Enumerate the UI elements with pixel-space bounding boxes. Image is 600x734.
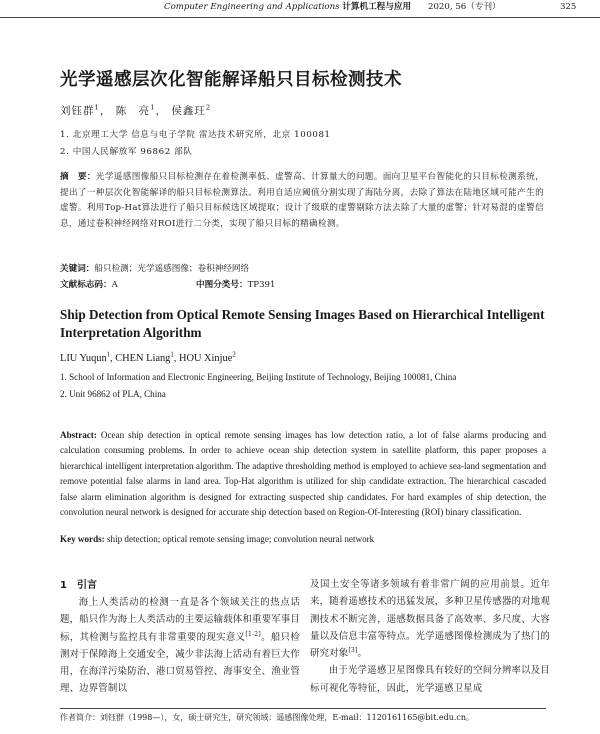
title-chinese: 光学遥感层次化智能解译船只目标检测技术 bbox=[60, 70, 402, 90]
affiliation-cn-2: 2. 中国人民解放军 96862 部队 bbox=[60, 147, 193, 157]
abstract-cn-label: 摘 要： bbox=[60, 172, 96, 182]
issue-info: 2020, 56（专刊） bbox=[428, 2, 501, 12]
author-footnote: 作者简介：刘钰群（1998—），女，硕士研究生，研究领域：遥感图像处理，E-mail：1120161165@bit.edu.cn。 bbox=[60, 713, 475, 722]
abstract-cn-text: 光学遥感图像船只目标检测存在着检测率低、虚警高、计算量大的问题。面向卫星平台智能化的只目标检测系统，提出了一种层次化智能解译的船只目标检测算法。利用自适应阈值分割实现了海陆分离，去除了算法在陆地区域可能产生的虚警。利用Top-Hat算法进行了船只目标候选区域提取；设计了级联的虚警剔除方法去除了大量的虚警；针对易混的虚警信息，通过卷积神经网络对ROI进行二分类，实现了船只目标的精确检测。 bbox=[60, 172, 544, 229]
authors-english: LIU Yuqun$^1$, CHEN Liang$^1$, HOU Xinjue$^2$ bbox=[60, 351, 236, 364]
affiliation-en-1: 1. School of Information and Electronic Engineering, Beijing Institute of Technology, Beijing 100081, China bbox=[60, 372, 457, 382]
affiliation-en-2: 2. Unit 96862 of PLA, China bbox=[60, 389, 166, 399]
keywords-english: Key words: ship detection; optical remote sensing image; convolution neural network bbox=[60, 534, 375, 544]
body-paragraph: 由于光学遥感卫星图像具有较好的空间分辨率以及目标可视化等特征，因此，光学遥感卫星成 bbox=[310, 665, 550, 694]
body-paragraph: 海上人类活动的检测一直是各个领域关注的热点话题，船只作为海上人类活动的主要运输载体和重要军事目标，其检测与监控具有非常重要的现实意义[1-2]。船只检测对于保障海上交通安全，减少非法海上活动有着巨大作用，在海洋污染防治、港口贸易管控、海事安全、渔业管理、边界管制以 bbox=[60, 597, 300, 695]
doc-code-line: 文献标志码：A bbox=[60, 280, 118, 290]
footnote-divider bbox=[60, 708, 546, 709]
authors-chinese: 刘钰群$^1$， 陈 亮$^1$， 侯鑫玨$^2$ bbox=[60, 103, 212, 117]
affiliation-cn-1: 1. 北京理工大学 信息与电子学院 雷达技术研究所，北京 100081 bbox=[60, 130, 331, 140]
citation: [3] bbox=[348, 647, 358, 655]
title-english: Ship Detection from Optical Remote Sensing Images Based on Hierarchical Intelligent Interpretation Algorithm bbox=[60, 307, 545, 340]
abstract-chinese bbox=[60, 170, 544, 232]
section-heading: 1 引言 bbox=[60, 580, 97, 591]
abstract-en-text: Ocean ship detection in optical remote sensing images has low detection ratio, a lot of false alarms producing and calculation consuming problems. In order to achieve ocean ship detection system in satellite platform, this paper proposes a hierarchical intelligent interpretation algorithm. The adaptive thresholding method is employed to achieve sea-land segmentation and remove potential false alarms in land area. Top-Hat algorithm is utilized for ship candidate extraction. The hierarchical cascaded false alarm elimination algorithm is designed for extracting suspected ship candidates. For hard examples of ship detection, the convolution neural network is designed for accurate ship detection based on Region-Of-Interesting (ROI) binary classification. bbox=[60, 430, 547, 518]
body-column-right bbox=[310, 576, 550, 697]
body-column-left bbox=[60, 594, 300, 698]
abstract-english bbox=[60, 428, 546, 520]
citation: [1-2] bbox=[245, 630, 261, 638]
running-header bbox=[0, 0, 600, 18]
journal-name: Computer Engineering and Applications 计算机工程与应用 bbox=[164, 2, 412, 12]
page-number: 325 bbox=[560, 2, 577, 12]
abstract-en-label: Abstract: bbox=[60, 430, 97, 440]
clc-number: 中图分类号：TP391 bbox=[196, 280, 276, 290]
keywords-chinese: 关键词：船只检测；光学遥感图像；卷积神经网络 bbox=[60, 264, 250, 274]
body-paragraph: 及国土安全等诸多领域有着非常广阔的应用前景。近年来，随着遥感技术的迅猛发展，多种卫星传感器的对地观测技术不断完善，遥感数据具备了高效率、多尺度、大容量以及信息丰富等特点。光学遥感图像检测成为了热门的研究对象[3]。 bbox=[310, 579, 550, 660]
